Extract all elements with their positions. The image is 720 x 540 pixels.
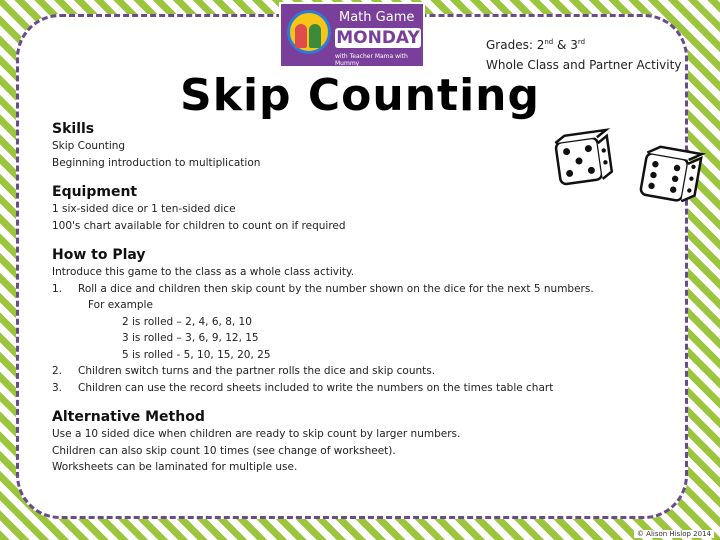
step-item: [52, 380, 612, 397]
logo-line-3: with Teacher Mama with Mummy: [335, 53, 408, 67]
grades-sup: nd: [544, 38, 554, 46]
grades-sup: rd: [577, 38, 586, 46]
step-number: 2.: [52, 365, 63, 377]
equipment-heading: Equipment: [52, 184, 138, 200]
step-number: 1.: [52, 282, 63, 295]
example-line: 5 is rolled - 5, 10, 15, 20, 25: [122, 348, 271, 361]
skills-heading: Skills: [52, 121, 95, 137]
step-item: [52, 281, 612, 298]
logo-line-1: Math Game: [339, 10, 415, 25]
equipment-item: 1 six-sided dice or 1 ten-sided dice: [52, 203, 236, 215]
step-number: 3.: [52, 381, 63, 394]
step-text: Roll a dice and children then skip count by the number shown on the dice for the next 5 numbers.: [78, 282, 594, 295]
example-label: For example: [88, 299, 153, 311]
copyright-notice: © Alison Hislop 2014: [634, 530, 714, 538]
child-icon: [295, 24, 307, 48]
step-text: Children switch turns and the partner rolls the dice and skip counts.: [78, 365, 436, 377]
example-line: 3 is rolled – 3, 6, 9, 12, 15: [122, 332, 259, 344]
grades-text: & 3: [553, 38, 578, 52]
alternative-heading: Alternative Method: [52, 409, 205, 425]
instructions: [52, 120, 612, 476]
skills-item: Beginning introduction to multiplication: [52, 156, 261, 169]
example-line: 2 is rolled – 2, 4, 6, 8, 10: [122, 315, 252, 328]
activity-type: Whole Class and Partner Activity: [486, 58, 682, 72]
step-item: [52, 363, 612, 380]
equipment-item: 100's chart available for children to count on if required: [52, 219, 346, 232]
math-game-monday-logo: [279, 2, 425, 68]
alternative-item: Use a 10 sided dice when children are ready to skip count by larger numbers.: [52, 428, 461, 440]
grades-info: [486, 32, 681, 75]
step-text: Children can use the record sheets included to write the numbers on the times table chart: [78, 381, 554, 394]
child-icon: [309, 24, 321, 48]
grades-text: Grades: 2: [486, 38, 545, 52]
alternative-item: Children can also skip count 10 times (see change of worksheet).: [52, 444, 396, 457]
logo-line-2: MONDAY: [336, 28, 420, 48]
grades-line: [486, 32, 681, 55]
how-to-play-intro: Introduce this game to the class as a whole class activity.: [52, 266, 355, 278]
skills-item: Skip Counting: [52, 140, 126, 152]
how-to-play-heading: How to Play: [52, 247, 146, 263]
page-title: Skip Counting: [180, 70, 540, 121]
alternative-item: Worksheets can be laminated for multiple use.: [52, 461, 298, 473]
